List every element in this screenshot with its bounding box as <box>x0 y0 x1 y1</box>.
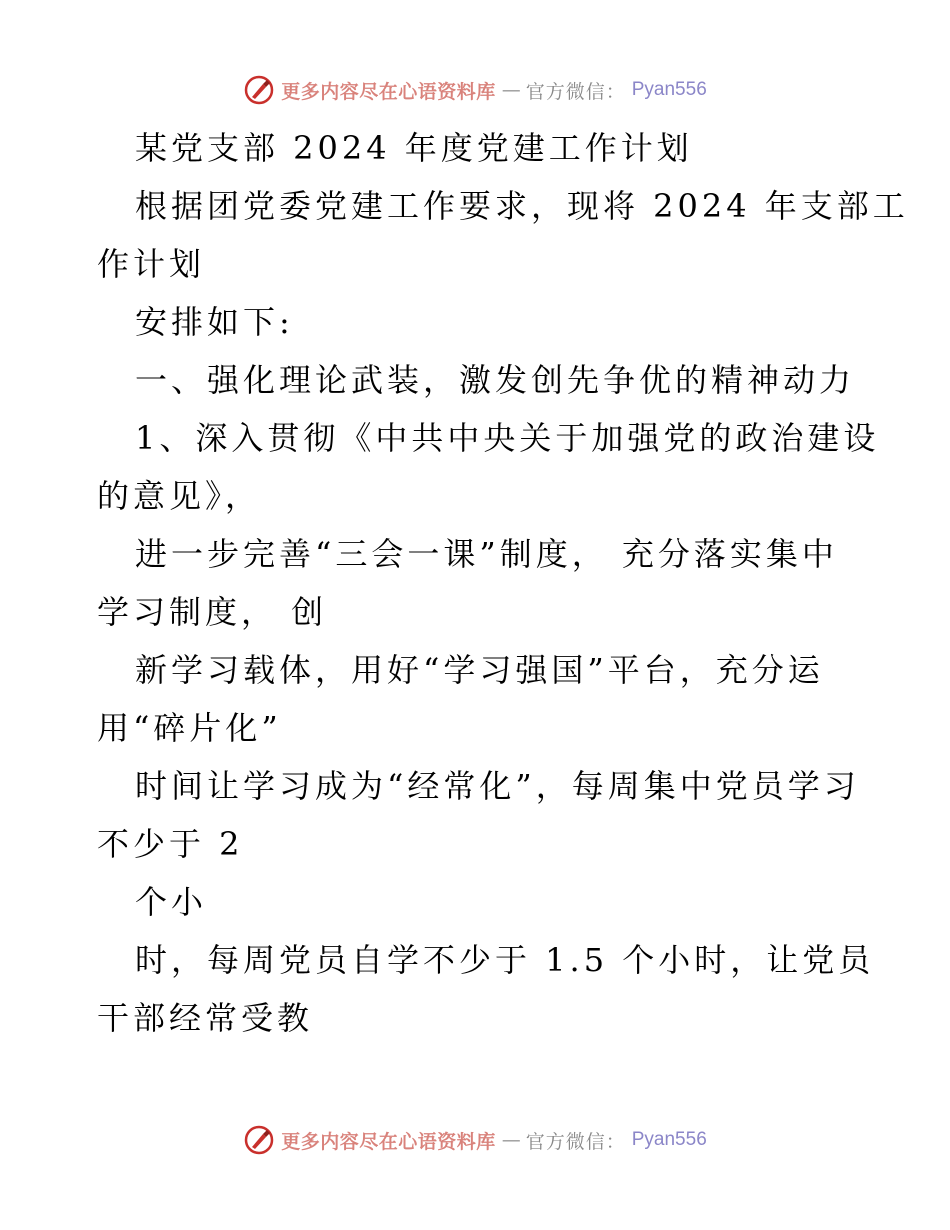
footer-watermark <box>0 1120 950 1160</box>
paragraph-line: 作计划 <box>97 245 206 283</box>
watermark-wechat-label: 官方微信： <box>525 80 626 103</box>
paragraph-line: 干部经常受教 <box>97 999 314 1037</box>
paragraph-line: 时间让学习成为“经常化”，每周集中党员学习 <box>135 767 860 805</box>
paragraph-line: 1、深入贯彻《中共中央关于加强党的政治建设 <box>135 419 880 457</box>
watermark-text: 更多内容尽在心语资料库 <box>281 1130 496 1153</box>
watermark-text: 更多内容尽在心语资料库 <box>281 80 496 103</box>
watermark-wechat-id: Pyan556 <box>631 79 707 100</box>
paragraph-line: 不少于 2 <box>97 825 244 863</box>
watermark-separator: — <box>501 1129 520 1151</box>
document-title: 某党支部 2024 年度党建工作计划 <box>135 129 693 167</box>
paragraph-line: 用“碎片化” <box>97 709 282 747</box>
paragraph-line: 进一步完善“三会一课”制度， 充分落实集中 <box>135 535 838 573</box>
paragraph-line: 安排如下: <box>135 303 294 341</box>
pen-nib-logo-icon <box>243 74 275 106</box>
paragraph-line: 新学习载体，用好“学习强国”平台，充分运 <box>135 651 824 689</box>
paragraph-line: 个小 <box>135 883 208 921</box>
watermark-wechat-id: Pyan556 <box>631 1129 707 1150</box>
paragraph-line: 的意见》， <box>97 477 262 515</box>
pen-nib-logo-icon <box>243 1124 275 1156</box>
watermark-wechat-label: 官方微信： <box>525 1130 626 1153</box>
paragraph-line: 时，每周党员自学不少于 1.5 个小时，让党员 <box>135 941 875 979</box>
paragraph-line: 学习制度， 创 <box>97 593 328 631</box>
header-watermark <box>0 70 950 110</box>
watermark-separator: — <box>501 79 520 101</box>
paragraph-line: 根据团党委党建工作要求，现将 2024 年支部工 <box>135 187 909 225</box>
section-heading: 一、强化理论武装，激发创先争优的精神动力 <box>135 361 856 399</box>
